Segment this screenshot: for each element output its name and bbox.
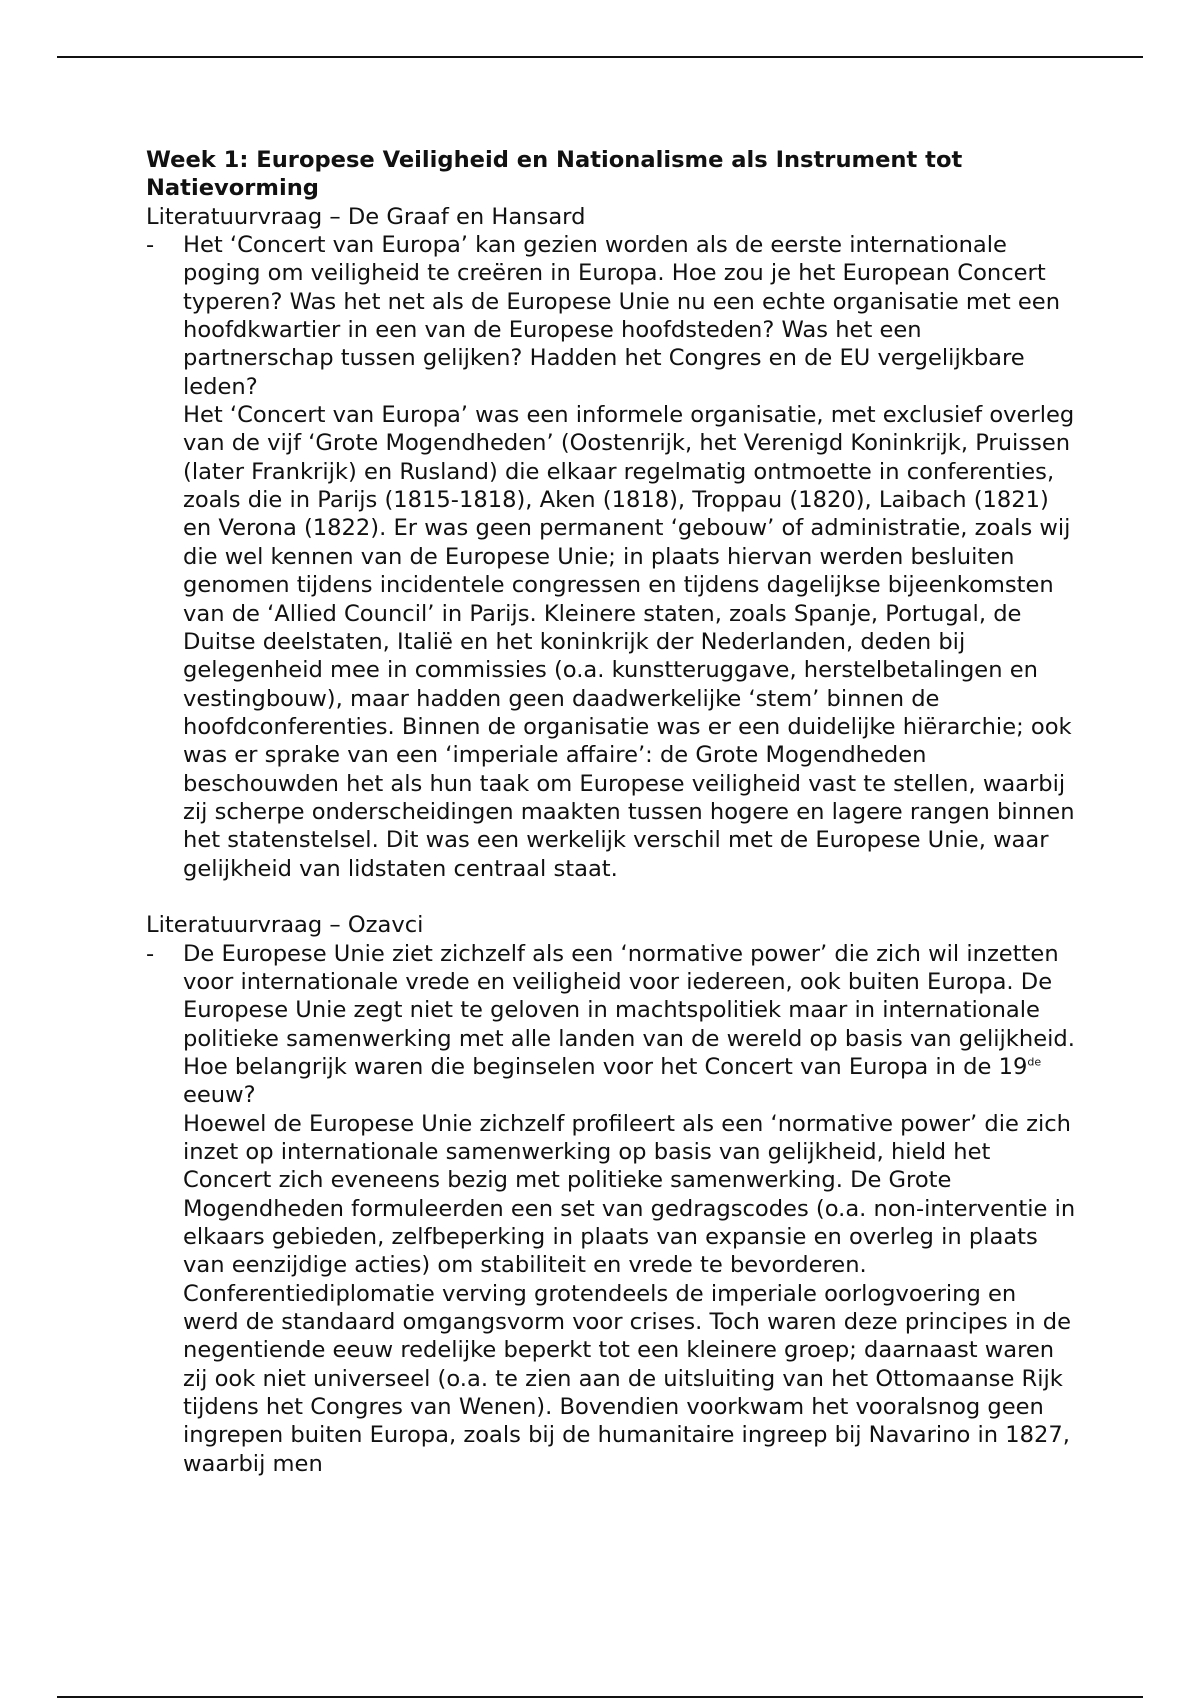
answer-text: Het ‘Concert van Europa’ was een informele organisatie, met exclusief overleg van de vijf ‘Grote Mogendheden’ (Oostenrijk, het Verenigd Koninkrijk, Pruissen (later Frankrijk) en Rusland) die elkaar regelmatig ontmoette in conferenties, zoals die in Parijs (1815-1818), Aken (1818), Troppau (1820), Laibach (1821) en Verona (1822). Er was geen permanent ‘gebouw’ of administratie, zoals wij die wel kennen van de Europese Unie; in plaats hiervan werden besluiten genomen tijdens incidentele congressen en tijdens dagelijkse bijeenkomsten van de ‘Allied Council’ in Parijs. Kleinere staten, zoals Spanje, Portugal, de Duitse deelstaten, Italië en het koninkrijk der Nederlanden, deden bij gelegenheid mee in commissies (o.a. kunstteruggave, herstelbetalingen en vestingbouw), maar hadden geen daadwerkelijke ‘stem’ binnen de hoofdconferenties. Binnen de organisatie was er een duidelijke hiërarchie; ook was er sprake van een ‘imperiale affaire’: de Grote Mogendheden beschouwden het als hun taak om Europese veiligheid vast te stellen, waarbij zij scherpe onderscheidingen maakten tussen hogere en lagere rangen binnen het statenstelsel. Dit was een werkelijk verschil met de Europese Unie, waar gelijkheid van lidstaten centraal staat. (183, 402, 1075, 882)
list-item (146, 940, 1076, 1479)
section-heading-de-graaf: Literatuurvraag – De Graaf en Hansard (146, 203, 586, 230)
answer-text: Hoewel de Europese Unie zichzelf profileert als een ‘normative power’ die zich inzet op internationale samenwerking op basis van gelijkheid, hield het Concert zich eveneens bezig met politieke samenwerking. De Grote Mogendheden formuleerden een set van gedragscodes (o.a. non-interventie in elkaars gebieden, zelfbeperking in plaats van expansie en overleg in plaats van eenzijdige acties) om stabiliteit en vrede te bevorderen. Conferentiediplomatie verving grotendeels de imperiale oorlogvoering en werd de standaard omgangsvorm voor crises. Toch waren deze principes in de negentiende eeuw redelijke beperkt tot een kleinere groep; daarnaast waren zij ook niet universeel (o.a. te zien aan de uitsluiting van het Ottomaanse Rijk tijdens het Congres van Wenen). Bovendien voorkwam het vooralsnog geen ingrepen buiten Europa, zoals bij de humanitaire ingreep bij Navarino in 1827, waarbij men (183, 1110, 1076, 1477)
question-text: Het ‘Concert van Europa’ kan gezien worden als de eerste internationale poging om veiligheid te creëren in Europa. Hoe zou je het European Concert typeren? Was het net als de Europese Unie nu een echte organisatie met een hoofdkwartier in een van de Europese hoofdsteden? Was het een partnerschap tussen gelijken? Hadden het Congres en de EU vergelijkbare leden? (183, 232, 1061, 400)
footer-rule (57, 1696, 1143, 1698)
question-text-main: De Europese Unie ziet zichzelf als een ‘normative power’ die zich wil inzetten voor internationale vrede en veiligheid voor iedereen, ook buiten Europa. De Europese Unie zegt niet te geloven in machtspolitiek maar in internationale politieke samenwerking met alle landen van de wereld op basis van gelijkheid. Hoe belangrijk waren die beginselen voor het Concert van Europa in de 19 (183, 940, 1075, 1080)
list-item (146, 231, 1076, 883)
section-heading-ozavci: Literatuurvraag – Ozavci (146, 912, 424, 939)
document-title: Week 1: Europese Veiligheid en Nationalisme als Instrument tot Natievorming (146, 147, 963, 202)
question-text (183, 940, 1076, 1110)
document-body (146, 146, 1076, 1478)
bullet-dash: - (146, 232, 155, 259)
paragraph-gap (146, 883, 1076, 911)
bullet-dash: - (146, 940, 155, 967)
superscript-de: de (1027, 1055, 1042, 1069)
header-rule (57, 56, 1143, 58)
question-text-end: eeuw? (183, 1082, 256, 1109)
